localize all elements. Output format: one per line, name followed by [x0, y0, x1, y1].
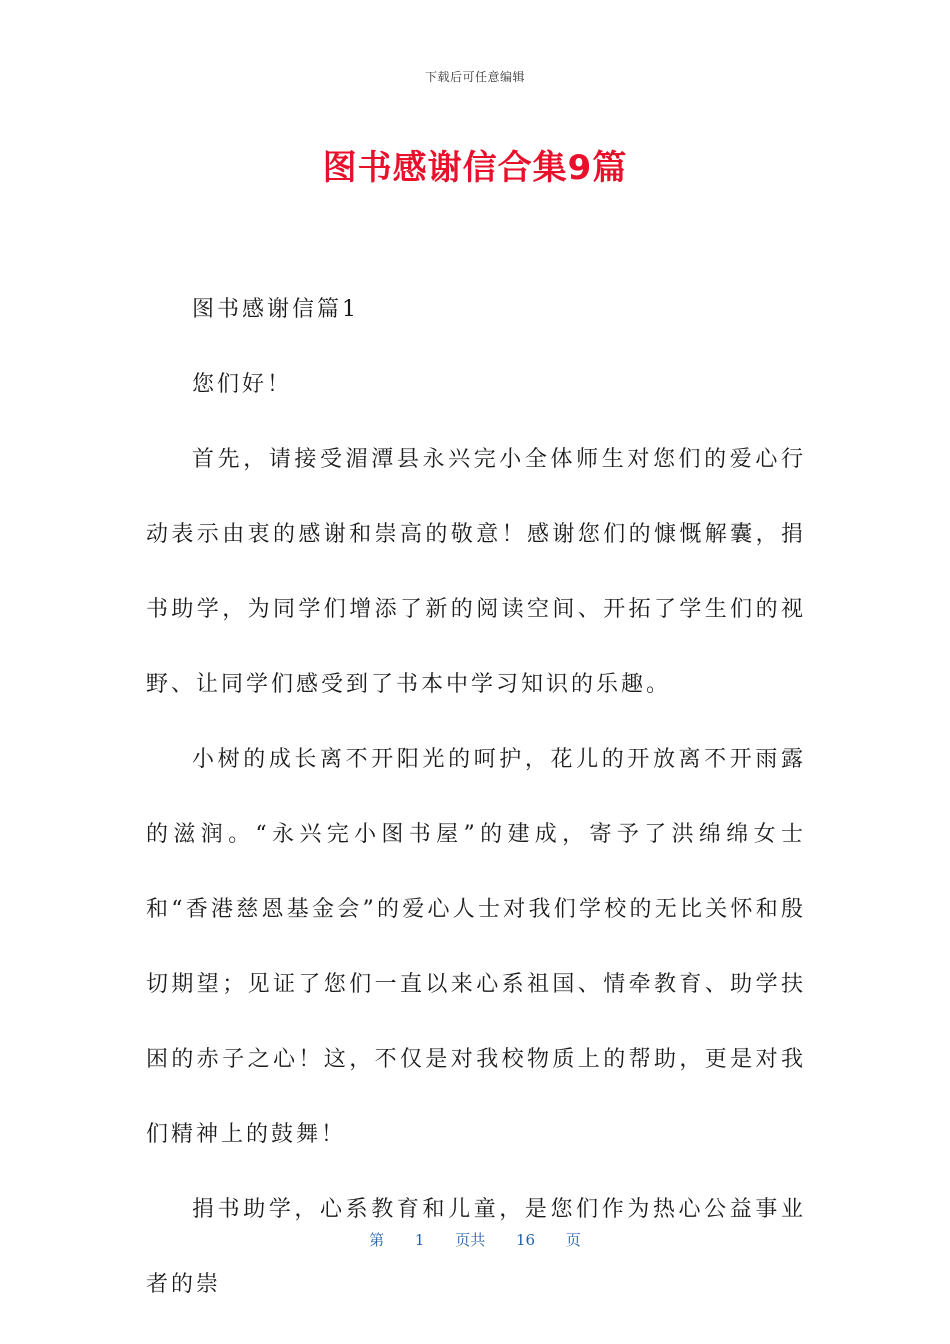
page-label-mid: 页共 — [455, 1231, 486, 1249]
section-heading: 图书感谢信篇1 — [192, 297, 359, 322]
current-page-number: 1 — [414, 1231, 425, 1249]
header-note: 下载后可任意编辑 — [424, 70, 525, 84]
total-page-count: 16 — [516, 1231, 536, 1249]
page-label-prefix: 第 — [369, 1231, 385, 1249]
document-body — [146, 272, 806, 1322]
body-paragraph: 捐书助学，心系教育和儿童，是您们作为热心公益事业者的崇 — [146, 1197, 806, 1297]
page-label-suffix: 页 — [565, 1231, 581, 1249]
body-paragraph: 小树的成长离不开阳光的呵护，花儿的开放离不开雨露的滋润。“永兴完小图书屋”的建成，寄予了洪绵绵女士和“香港慈恩基金会”的爱心人士对我们学校的无比关怀和殷切期望；见证了您们一直以来心系祖国、情牵教育、助学扶困的赤子之心！这，不仅是对我校物质上的帮助，更是对我们精神上的鼓舞！ — [146, 747, 806, 1147]
page-footer — [0, 1229, 950, 1250]
document-title: 图书感谢信合集9篇 — [322, 148, 628, 188]
greeting: 您们好！ — [192, 372, 293, 397]
body-paragraph: 首先，请接受湄潭县永兴完小全体师生对您们的爱心行动表示由衷的感谢和崇高的敬意！感谢您们的慷慨解囊，捐书助学，为同学们增添了新的阅读空间、开拓了学生们的视野、让同学们感受到了书本中学习知识的乐趣。 — [146, 447, 806, 697]
